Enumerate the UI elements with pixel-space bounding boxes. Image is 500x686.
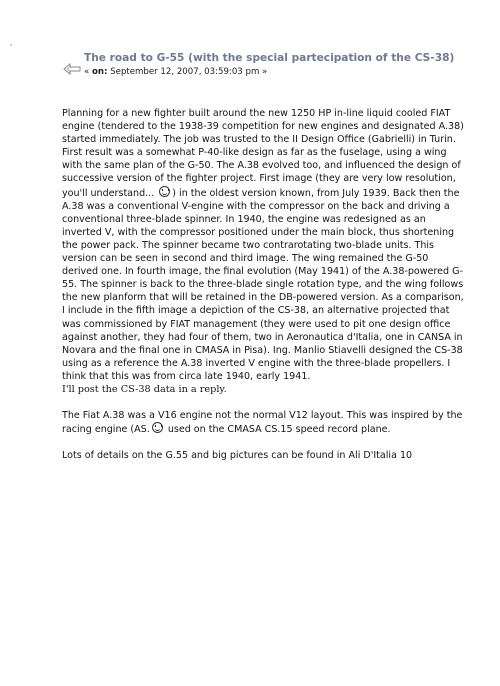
scan-speck	[10, 44, 12, 46]
post-meta	[62, 67, 482, 78]
paragraph-2-text-b: used on the CMASA CS.15 speed record plane.	[164, 424, 391, 436]
paragraph-2-text-a: The Fiat A.38 was a V16 engine not the normal V12 layout. This was inspired by the racing engine (AS.	[62, 410, 463, 436]
post-title[interactable]: The road to G-55 (with the special partecipation of the CS-38)	[84, 52, 455, 64]
paragraph-3: Lots of details on the G.55 and big pictures can be found in Ali D'Italia 10	[62, 450, 413, 462]
paragraph-1-text-b: ) in the oldest version known, from July 1939. Back then the A.38 was a conventional V-engine with the compressor on the back and driving a conventional three-blade spinner. In 1940, the engine was redesigned as an inverted V, with the compressor positioned under the main block, thus shortening the power pack. The spinner became two contrarotating two-blade units. This version can be seen in second and third image. The wing remained the G-50 derived one. In fourth image, the final evolution (May 1941) of the A.38-powered G-55. The spinner is back to the three-blade single rotation type, and the wing follows the new planform that will be retained in the DB-powered version. As a comparison, I include in the fifth image a depiction of the CS-38, an alternative projected that was commissioned by FIAT management (they were used to pit one design office against another, they had four of them, two in Aeronautica d'Italia, one in CANSA in Novara and the final one in CMASA in Pisa). Ing. Manlio Stiavelli designed the CS-38 using as a reference the A.38 inverted V engine with the three-blade propellers. I think that this was from circa late 1940, early 1941.	[62, 187, 464, 382]
post-date: September 12, 2007, 03:59:03 pm »	[107, 67, 268, 77]
post-body	[62, 107, 466, 463]
paragraph-1-tail: I'll post the CS-38 data in a reply.	[62, 383, 227, 395]
meta-on-label: on:	[92, 67, 108, 77]
meta-prefix: «	[84, 67, 92, 77]
post-header	[62, 52, 482, 78]
paragraph-1-text-a: Planning for a new fighter built around the new 1250 HP in-line liquid cooled FIAT engine (tendered to the 1938-39 competition for new engines and designated A.38) started immediately. The job was trusted to the II Design Office (Gabrielli) in Turin. First result was a somewhat P-40-like design as far as the fuselage, using a wing with the same plan of the G-50. The A.38 evolved too, and influenced the design of successive version of the fighter project. First image (they are very low resolution, you'll understand...	[62, 108, 464, 199]
smiley-icon	[152, 422, 163, 433]
paragraph-2	[62, 409, 466, 436]
post-xx-icon	[63, 63, 81, 75]
smiley-icon	[159, 186, 170, 197]
post-title-row	[62, 52, 482, 64]
paragraph-1	[62, 107, 466, 396]
